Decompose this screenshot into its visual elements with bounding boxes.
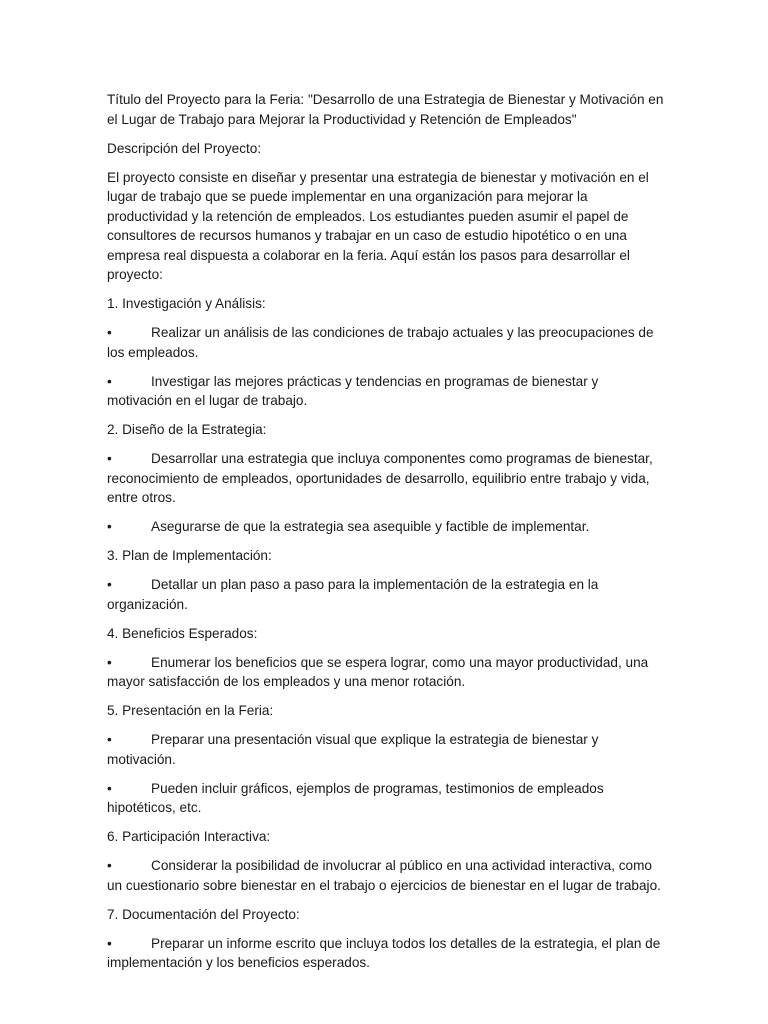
bullet-item — [107, 449, 667, 508]
bullet-item — [107, 779, 667, 818]
bullet-text: Investigar las mejores prácticas y tendencias en programas de bienestar y motivación en el lugar de trabajo. — [107, 373, 599, 408]
bullet-icon: • — [107, 780, 112, 796]
bullet-item — [107, 730, 667, 769]
bullet-text: Detallar un plan paso a paso para la implementación de la estrategia en la organización. — [107, 577, 599, 612]
bullet-text: Considerar la posibilidad de involucrar al público en una actividad interactiva, como un cuestionario sobre bienestar en el trabajo o ejercicios de bienestar en el lugar de trabajo. — [107, 858, 661, 893]
bullet-text: Preparar un informe escrito que incluya todos los detalles de la estrategia, el plan de implementación y los beneficios esperados. — [107, 935, 661, 970]
description-heading: Descripción del Proyecto: — [107, 140, 262, 156]
section-heading: 7. Documentación del Proyecto: — [107, 906, 300, 922]
bullet-text: Desarrollar una estrategia que incluya componentes como programas de bienestar, reconocimiento de empleados, oportunidades de desarrollo, equilibrio entre trabajo y vida, entre otros. — [107, 451, 653, 505]
bullet-icon: • — [107, 732, 112, 747]
description-paragraph: El proyecto consiste en diseñar y presentar una estrategia de bienestar y motivación en el lugar de trabajo que se puede implementar en una organización para mejorar la productividad y la retención de empleados. Los estudiantes pueden asumir el papel de consultores de recursos humanos y trabajar en un caso de estudio hipotético o en una empresa real dispuesta a colaborar en la feria. Aquí están los pasos para desarrollar el proyecto: — [107, 169, 649, 282]
bullet-item — [107, 372, 667, 411]
bullet-text: Enumerar los beneficios que se espera lograr, como una mayor productividad, una mayor satisfacción de los empleados y una menor rotación. — [107, 654, 649, 689]
bullet-text: Realizar un análisis de las condiciones de trabajo actuales y las preocupaciones de los empleados. — [107, 325, 654, 360]
bullet-icon: • — [107, 451, 112, 466]
bullet-item — [107, 323, 667, 362]
bullet-text: Asegurarse de que la estrategia sea asequible y factible de implementar. — [151, 519, 590, 534]
bullet-icon: • — [107, 373, 112, 389]
bullet-icon: • — [107, 325, 112, 340]
section-heading: 4. Beneficios Esperados: — [107, 625, 258, 641]
project-title: Título del Proyecto para la Feria: "Desarrollo de una Estrategia de Bienestar y Motivación en el Lugar de Trabajo para Mejorar la Productividad y Retención de Empleados" — [107, 92, 664, 127]
document-body — [107, 90, 667, 982]
section-heading: 6. Participación Interactiva: — [107, 829, 271, 844]
bullet-item — [107, 575, 667, 614]
bullet-icon: • — [107, 577, 112, 592]
bullet-icon: • — [107, 935, 112, 951]
bullet-item — [107, 517, 667, 537]
section-heading: 3. Plan de Implementación: — [107, 548, 272, 563]
section-heading: 2. Diseño de la Estrategia: — [107, 422, 267, 437]
bullet-item — [107, 653, 667, 692]
bullet-text: Pueden incluir gráficos, ejemplos de programas, testimonios de empleados hipotéticos, etc. — [107, 780, 604, 815]
bullet-text: Preparar una presentación visual que explique la estrategia de bienestar y motivación. — [107, 732, 599, 767]
bullet-item — [107, 934, 667, 973]
section-heading: 5. Presentación en la Feria: — [107, 703, 274, 718]
bullet-icon: • — [107, 519, 112, 534]
bullet-icon: • — [107, 858, 112, 873]
bullet-icon: • — [107, 654, 112, 670]
section-heading: 1. Investigación y Análisis: — [107, 296, 266, 311]
bullet-item — [107, 856, 667, 895]
